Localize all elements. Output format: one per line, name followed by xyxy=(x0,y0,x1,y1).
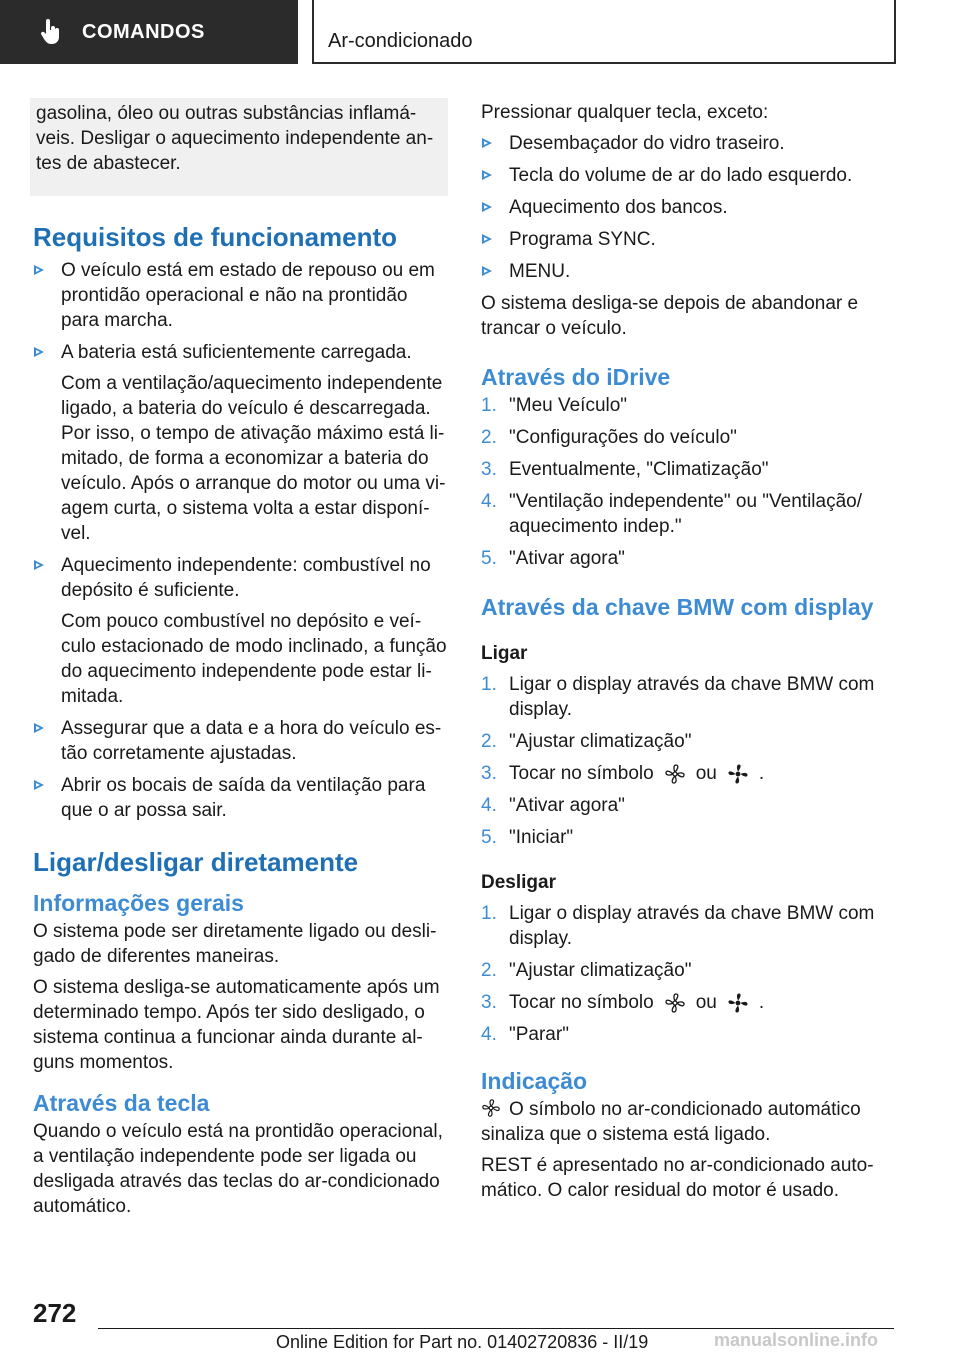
fan-outline-icon xyxy=(664,992,686,1014)
list-item: Abrir os bocais de saída da ventilação para que o ar possa sair. xyxy=(33,773,448,823)
key-heading: Através da tecla xyxy=(33,1090,210,1116)
bullet-triangle-icon xyxy=(34,560,44,570)
bullet-triangle-icon xyxy=(482,170,492,180)
list-item: 3. Tocar no símbolo ou . xyxy=(481,992,765,1013)
press-intro: Pressionar qualquer tecla, exceto: xyxy=(481,102,769,123)
footer-rule xyxy=(98,1328,894,1329)
requirements-heading: Requisitos de funcionamento xyxy=(33,222,398,252)
list-item: 1. Ligar o display através da chave BMW com display. xyxy=(481,674,875,720)
direct-heading: Ligar/desligar diretamente xyxy=(33,847,359,877)
list-item: Aquecimento dos bancos. xyxy=(481,195,886,220)
key-paragraph: Quando o veículo está na prontidão operacional, a ventilação independente pode ser ligada ou desligada através das teclas do ar-condicionado automático. xyxy=(33,1121,443,1217)
bullet-triangle-icon xyxy=(34,347,44,357)
fan-heat-icon xyxy=(727,763,749,785)
list-item: O veículo está em estado de repouso ou em prontidão operacional e não na prontidão para marcha. xyxy=(33,258,448,333)
list-item: MENU. xyxy=(481,259,886,284)
list-item: Programa SYNC. xyxy=(481,227,886,252)
info-paragraph-2: O sistema desliga-se automaticamente após um determinado tempo. Após ter sido desligado, o sistema continua a funcionar ainda durante alguns momentos. xyxy=(33,977,440,1073)
list-item: 5. "Iniciar" xyxy=(481,827,574,848)
bullet-triangle-icon xyxy=(34,780,44,790)
bullet-triangle-icon xyxy=(34,265,44,275)
switch-on-heading: Ligar xyxy=(481,643,528,664)
bmw-key-heading: Através da chave BMW com display xyxy=(481,594,874,620)
list-item: 4. "Ativar agora" xyxy=(481,795,625,816)
fan-outline-icon xyxy=(664,763,686,785)
idrive-heading: Através do iDrive xyxy=(481,364,671,390)
switch-on-steps xyxy=(481,672,886,850)
list-item: 3. Eventualmente, "Climatização" xyxy=(481,459,769,480)
list-item: 5. "Ativar agora" xyxy=(481,548,625,569)
hand-pointer-icon xyxy=(40,19,62,45)
switch-off-steps xyxy=(481,901,886,1047)
list-item: 2. "Configurações do veículo" xyxy=(481,427,737,448)
list-item: 2. "Ajustar climatização" xyxy=(481,960,692,981)
list-item: A bateria está suficientemente carregada. Com a ventilação/aquecimento independente ligado, a bateria do veículo é descarregada. Por isso, o tempo de ativação máximo está limitado, de forma a economizar a bateria do veículo. Após o arranque do motor ou uma viagem curta, o sistema volta a estar disponível. xyxy=(33,340,448,546)
list-item: 1. "Meu Veículo" xyxy=(481,395,628,416)
left-column xyxy=(33,100,448,1225)
chapter-title: Ar-condicionado xyxy=(328,30,473,52)
bullet-triangle-icon xyxy=(34,723,44,733)
list-item: Assegurar que a data e a hora do veículo estão corretamente ajustadas. xyxy=(33,716,448,766)
info-paragraph-1: O sistema pode ser diretamente ligado ou desligado de diferentes maneiras. xyxy=(33,921,437,967)
bullet-triangle-icon xyxy=(482,202,492,212)
section-title: COMANDOS xyxy=(82,20,205,43)
note-text: gasolina, óleo ou outras substâncias inflamáveis. Desligar o aquecimento independente antes de abastecer. xyxy=(36,103,434,174)
header-chapter-box xyxy=(312,0,896,64)
list-item: Desembaçador do vidro traseiro. xyxy=(481,131,886,156)
fan-heat-icon xyxy=(727,992,749,1014)
fan-outline-icon xyxy=(481,1098,501,1118)
header-section-tab xyxy=(0,0,298,64)
warning-note xyxy=(30,98,448,196)
edition-text: Online Edition for Part no. 01402720836 - II/19 xyxy=(276,1332,649,1352)
switch-off-heading: Desligar xyxy=(481,872,556,893)
indication-paragraph-2: REST é apresentado no ar-condicionado automático. O calor residual do motor é usado. xyxy=(481,1155,874,1201)
requirements-list xyxy=(33,258,448,823)
info-heading: Informações gerais xyxy=(33,890,244,916)
site-watermark: manualsonline.info xyxy=(714,1330,879,1350)
list-item: Aquecimento independente: combustível no depósito é suficiente. Com pouco combustível no depósito e veículo estacionado de modo inclinado, a função do aquecimento independente pode estar limitada. xyxy=(33,553,448,709)
indication-heading: Indicação xyxy=(481,1068,588,1094)
list-item: 4. "Ventilação independente" ou "Ventilação/ aquecimento indep." xyxy=(481,491,863,537)
list-item: Tecla do volume de ar do lado esquerdo. xyxy=(481,163,886,188)
list-item: 3. Tocar no símbolo ou . xyxy=(481,763,765,784)
indication-paragraph-1: O símbolo no ar-condicionado automático sinaliza que o sistema está ligado. xyxy=(481,1099,861,1145)
idrive-steps xyxy=(481,393,886,571)
press-after: O sistema desliga-se depois de abandonar e trancar o veículo. xyxy=(481,293,859,339)
right-column xyxy=(481,100,886,1209)
list-item: 2. "Ajustar climatização" xyxy=(481,731,692,752)
list-item: 1. Ligar o display através da chave BMW com display. xyxy=(481,903,875,949)
page-number: 272 xyxy=(33,1298,77,1328)
bullet-triangle-icon xyxy=(482,138,492,148)
bullet-triangle-icon xyxy=(482,266,492,276)
list-item: 4. "Parar" xyxy=(481,1024,569,1045)
press-exceptions-list xyxy=(481,131,886,284)
bullet-triangle-icon xyxy=(482,234,492,244)
